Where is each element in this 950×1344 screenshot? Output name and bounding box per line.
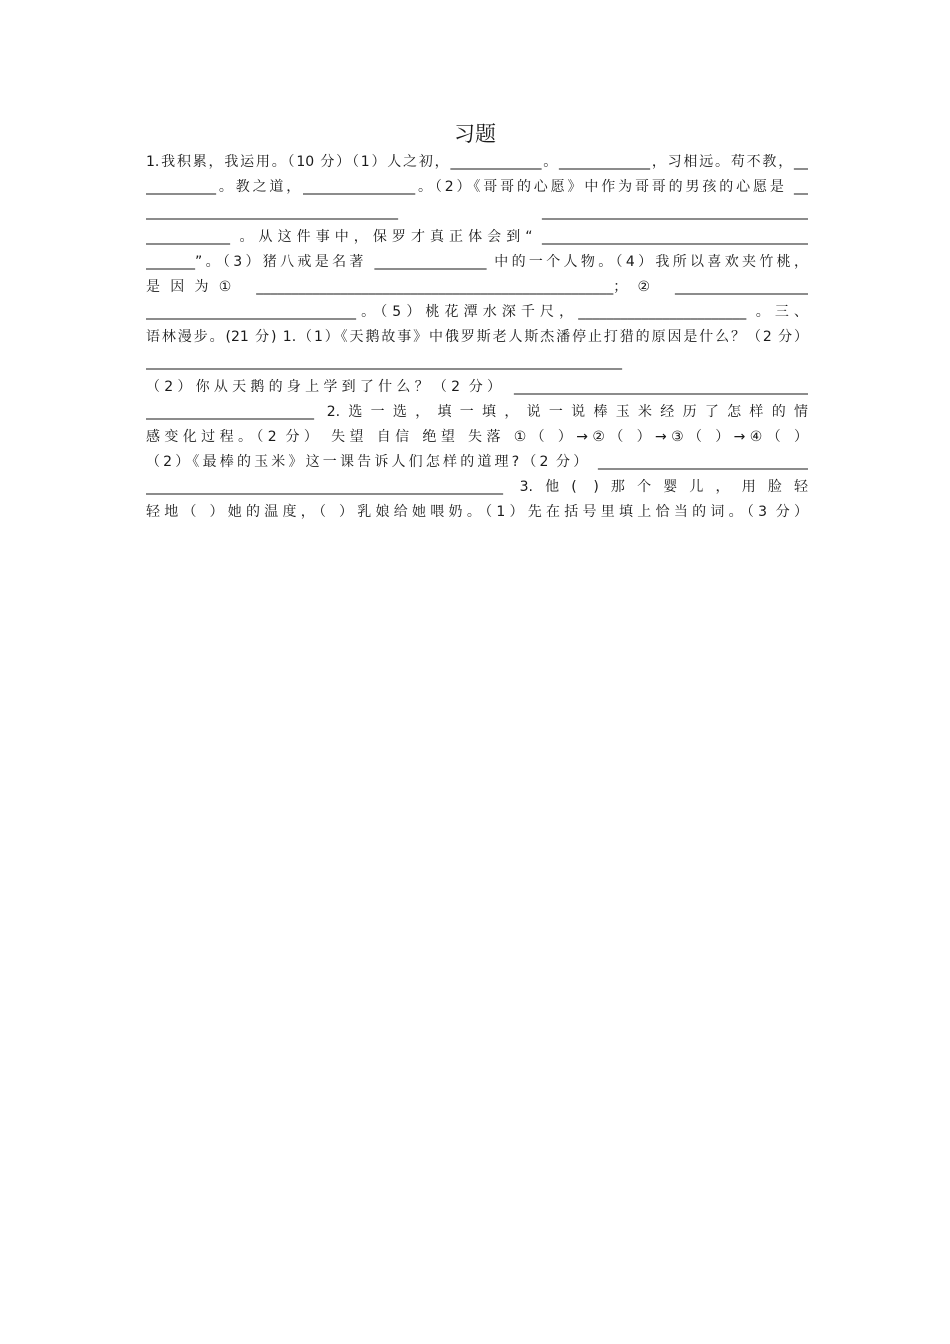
text-line: ___________________________________________________ 3.他( )那个婴儿，用脸轻 — [146, 479, 808, 495]
text-line: _______”。（3）猪八戒是名著 ________________ 中的一个人物。（4）我所以喜欢夹竹桃， — [146, 254, 808, 270]
text-line: 1.我积累，我运用。（10 分）（1）人之初，_____________。_____________，习相远。苟不教，__ — [146, 154, 808, 170]
text-line: 是因为① ___________________________________________________；② ___________________ — [146, 279, 808, 295]
exercise-body — [146, 150, 808, 525]
text-line: 感变化过程。（2 分） 失望 自信 绝望 失落 ①（ ）→②（ ）→③（ ）→④（ ） — [146, 429, 808, 445]
text-line: （2）《最棒的玉米》这一课告诉人们怎样的道理?（2 分） ______________________________ — [146, 454, 808, 470]
text-line: ________________________ 2.选一选，填一填，说一说棒玉米经历了怎样的情 — [146, 404, 808, 420]
text-line: 轻地（ ）她的温度，（ ）乳娘给她喂奶。（1）先在括号里填上恰当的词。（3 分） — [146, 504, 808, 520]
text-line: ______________________________。（5）桃花潭水深千尺，________________________ 。三、 — [146, 304, 808, 320]
document-title: 习题 — [454, 122, 496, 146]
text-line: ____________ 。从这件事中，保罗才真正体会到“ ______________________________________ — [146, 229, 808, 245]
text-line: ____________________________________ ______________________________________ — [146, 204, 808, 220]
text-line: （2）你从天鹅的身上学到了什么？（2 分） __________________________________________ — [146, 379, 808, 395]
text-line: 语林漫步。(21 分) 1.（1）《天鹅故事》中俄罗斯老人斯杰潘停止打猎的原因是什么？（2 分） — [146, 329, 808, 345]
text-line: ____________________________________________________________________ — [146, 354, 622, 370]
text-line: __________。教之道，________________。（2）《哥哥的心愿》中作为哥哥的男孩的心愿是 __ — [146, 179, 808, 195]
